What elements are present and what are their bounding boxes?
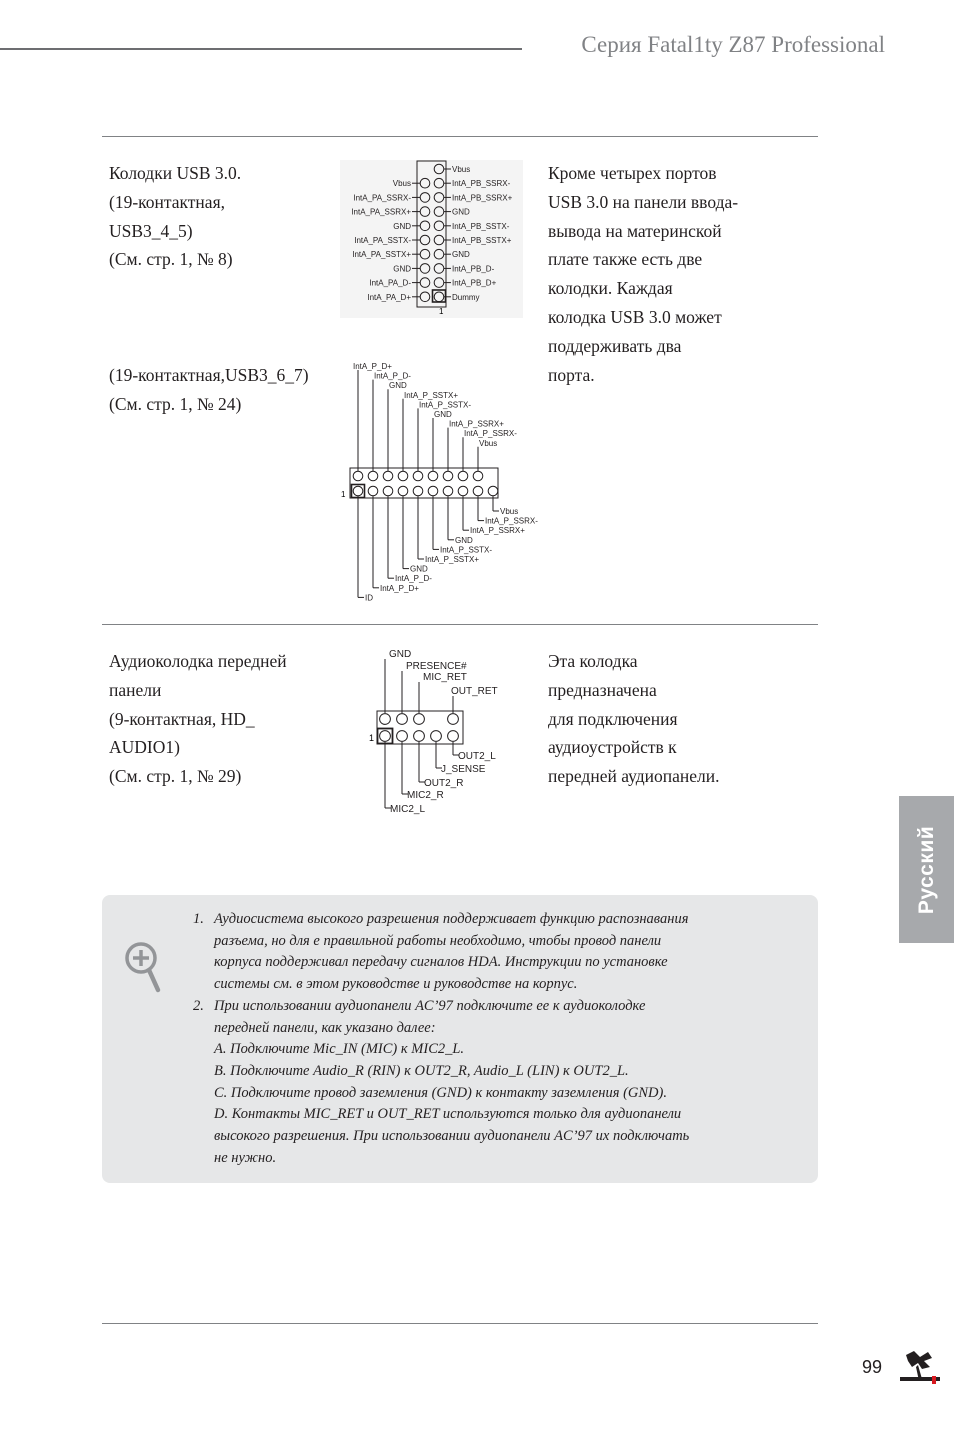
- audio-header-diagram: [366, 646, 516, 818]
- pin-label: IntA_PB_D+: [452, 278, 497, 288]
- text-line: Кроме четырех портов: [548, 163, 717, 183]
- language-tab-label: Русский: [914, 825, 938, 914]
- pin1-marker: 1: [341, 490, 346, 499]
- pin: [488, 486, 498, 496]
- text-line: предназначена: [548, 679, 657, 700]
- pin-label: IntA_PB_SSTX-: [452, 221, 510, 231]
- pin: [413, 486, 423, 496]
- pin-label: GND: [389, 649, 412, 660]
- page-number: 99: [862, 1357, 883, 1377]
- pin: [428, 486, 438, 496]
- pin-label: Vbus: [452, 165, 471, 174]
- pin: [431, 731, 442, 742]
- pin: [368, 486, 378, 496]
- pin: [383, 486, 393, 496]
- note-line: При использовании аудиопанели AC’97 подключите ее к аудиоколодке: [214, 997, 646, 1014]
- pin-label: GND: [452, 250, 470, 260]
- text-line: (9-контактная, HD_: [109, 708, 255, 729]
- pin: [413, 471, 423, 481]
- text-line: колодки. Каждая: [548, 278, 673, 299]
- note-item: [193, 996, 753, 1170]
- usb30-horizontal-header-diagram: [338, 358, 538, 610]
- pin: [458, 471, 468, 481]
- usb30-title: [109, 159, 241, 274]
- pin-label: IntA_PA_D-: [369, 278, 411, 288]
- usb30-vertical-header-diagram: [340, 160, 523, 318]
- pin-label: IntA_PB_SSTX+: [452, 236, 512, 245]
- pin-label: MIC2_R: [407, 790, 444, 801]
- pin-label: IntA_P_D+: [353, 362, 392, 371]
- usb30-second-header: [109, 361, 309, 419]
- text-line: поддерживать два: [548, 335, 682, 356]
- pin: [448, 714, 459, 725]
- note-number: 2.: [193, 997, 204, 1014]
- pin: [458, 486, 468, 496]
- note-item: [193, 909, 753, 996]
- pin: [414, 731, 425, 742]
- pin: [414, 714, 425, 725]
- pin-label: IntA_PB_D-: [452, 264, 495, 274]
- section-divider: [102, 136, 818, 137]
- pin1-marker: 1: [439, 307, 444, 316]
- pin-label: IntA_PA_SSRX+: [351, 207, 411, 217]
- pin: [443, 471, 453, 481]
- pin-label: IntA_PA_D+: [367, 292, 411, 302]
- pin: [448, 731, 459, 742]
- text-line: (19-контактная,: [109, 191, 225, 212]
- note-line: C. Подключите провод заземления (GND) к контакту заземления (GND).: [214, 1084, 667, 1101]
- pin-label: IntA_PA_SSTX-: [354, 236, 411, 245]
- pin-label: IntA_P_SSTX-: [440, 545, 493, 555]
- pin: [368, 471, 378, 481]
- text-line: USB 3.0 на панели ввода-: [548, 191, 739, 212]
- pin: [473, 471, 483, 481]
- bottom-pin-labels: [365, 507, 538, 602]
- pin-label: Vbus: [392, 179, 411, 189]
- language-side-tab: [899, 796, 954, 943]
- text-line: (19-контактная,USB3_6_7): [109, 365, 309, 385]
- pin: [353, 486, 363, 496]
- pin-label: GND: [389, 381, 407, 391]
- pin-label: GND: [455, 535, 473, 545]
- pin-label: IntA_P_SSRX-: [464, 429, 517, 439]
- pin-label: IntA_P_SSTX+: [404, 390, 459, 400]
- pin: [383, 471, 393, 481]
- pin-label: IntA_P_D-: [395, 574, 432, 584]
- text-line: порта.: [548, 364, 595, 385]
- note-line: Аудиосистема высокого разрешения поддерживает функцию распознавания: [214, 911, 689, 927]
- note-line: D. Контакты MIC_RET и OUT_RET используются только для аудиопанели: [214, 1106, 682, 1123]
- pin1-marker: 1: [369, 733, 375, 743]
- text-line: Эта колодка: [548, 651, 638, 671]
- text-line: (См. стр. 1, № 29): [109, 766, 242, 787]
- header-outline: [350, 468, 498, 498]
- text-line: колодка USB 3.0 может: [548, 306, 722, 327]
- pin: [397, 714, 408, 725]
- text-line: AUDIO1): [109, 737, 180, 758]
- pin-label: Dummy: [452, 292, 480, 302]
- pin-grid: [350, 468, 498, 498]
- pin-label: IntA_P_SSRX+: [449, 419, 504, 429]
- pin-label: IntA_PA_SSTX+: [352, 250, 411, 260]
- section-divider: [102, 624, 818, 625]
- pin: [473, 486, 483, 496]
- footer-divider: [102, 1323, 818, 1324]
- note-line: не нужно.: [214, 1149, 277, 1166]
- pin-label: J_SENSE: [441, 764, 486, 775]
- text-line: плате также есть две: [548, 249, 703, 270]
- audio-title: [109, 647, 287, 791]
- pin-label: Vbus: [500, 507, 519, 516]
- text-line: USB3_4_5): [109, 220, 193, 241]
- note-list: [193, 909, 753, 1169]
- pin-label: GND: [410, 564, 428, 574]
- pin-label: IntA_PB_SSRX-: [452, 179, 511, 189]
- pin-label: IntA_P_SSTX-: [419, 400, 472, 410]
- fatal1ty-logo-icon: [896, 1349, 946, 1389]
- note-line: высокого разрешения. При использовании аудиопанели AC’97 их подключать: [214, 1128, 690, 1145]
- text-line: Колодки USB 3.0.: [109, 163, 242, 183]
- text-line: вывода на материнской: [548, 220, 722, 241]
- text-line: аудиоустройств к: [548, 737, 677, 758]
- pin: [380, 714, 391, 725]
- note-number: 1.: [193, 911, 204, 927]
- pin: [380, 731, 391, 742]
- text-line: Аудиоколодка передней: [109, 651, 287, 671]
- pin-label: GND: [434, 410, 452, 419]
- pin-label: IntA_PB_SSRX+: [452, 193, 513, 203]
- note-line: B. Подключите Audio_R (RIN) к OUT2_R, Audio_L (LIN) к OUT2_L.: [214, 1062, 629, 1079]
- pin: [398, 486, 408, 496]
- note-line: корпуса поддерживал передачу сигналов HDA. Инструкции по установке: [214, 954, 668, 971]
- pin-label: Vbus: [479, 438, 498, 448]
- magnifier-plus-icon: [124, 941, 164, 993]
- bottom-pin-labels: [390, 751, 496, 815]
- pin-label: PRESENCE#: [406, 661, 467, 672]
- text-line: (См. стр. 1, № 24): [109, 393, 242, 414]
- top-pin-labels: [389, 649, 498, 697]
- pin-label: GND: [393, 264, 411, 274]
- note-line: системы см. в этом руководстве и руководстве на корпус.: [214, 976, 578, 993]
- pin-label: OUT2_R: [424, 778, 464, 789]
- pin: [398, 471, 408, 481]
- usb30-description: [548, 159, 738, 389]
- pin: [397, 731, 408, 742]
- top-pin-labels: [353, 362, 517, 448]
- note-line: разъема, но для е правильной работы необходимо, чтобы провод панели: [214, 932, 662, 949]
- pin-label: OUT_RET: [451, 686, 498, 697]
- pin-label: GND: [393, 221, 411, 231]
- pin-label: GND: [452, 207, 470, 217]
- pin-label: ID: [365, 593, 373, 603]
- pin-label: MIC2_L: [390, 804, 426, 815]
- text-line: для подключения: [548, 708, 678, 729]
- header-rule: [0, 48, 522, 50]
- pin-label: IntA_P_D+: [380, 583, 419, 593]
- pin-label: OUT2_L: [458, 751, 496, 762]
- text-line: панели: [109, 679, 162, 700]
- note-line: A. Подключите Mic_IN (MIC) к MIC2_L.: [214, 1041, 465, 1058]
- text-line: (См. стр. 1, № 8): [109, 249, 233, 270]
- pin: [428, 471, 438, 481]
- audio-description: [548, 647, 719, 791]
- pin-label: MIC_RET: [423, 672, 467, 683]
- pin: [443, 486, 453, 496]
- pin-label: IntA_P_SSRX-: [485, 516, 538, 526]
- pin-grid: [377, 711, 463, 744]
- pin-label: IntA_P_D-: [374, 371, 411, 381]
- pin-label: IntA_PA_SSRX-: [353, 193, 411, 203]
- text-line: передней аудиопанели.: [548, 766, 720, 787]
- series-title: Серия Fatal1ty Z87 Professional: [581, 32, 885, 57]
- pin-label: IntA_P_SSTX+: [425, 555, 480, 564]
- pin: [353, 471, 363, 481]
- note-line: передней панели, как указано далее:: [214, 1019, 436, 1036]
- pin-label: IntA_P_SSRX+: [470, 526, 525, 536]
